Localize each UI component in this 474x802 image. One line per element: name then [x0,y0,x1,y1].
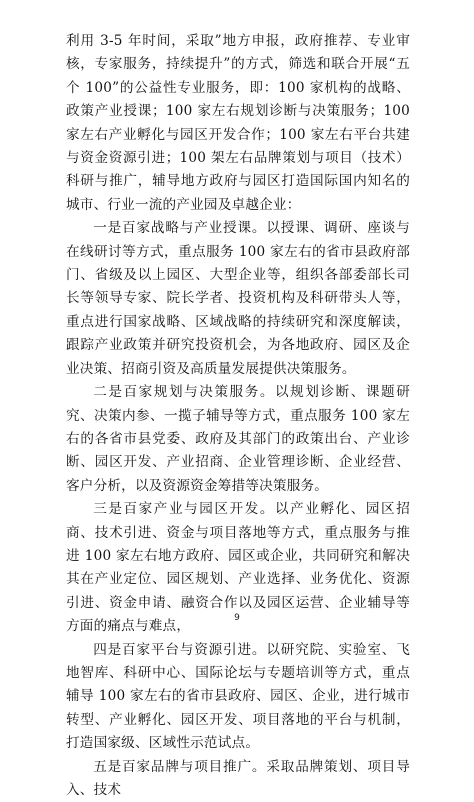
paragraph-platform-resources: 四是百家平台与资源引进。以研究院、实验室、飞地智库、科研中心、国际论坛与专题培训等方式，重点辅导 100 家左右的省市县政府、园区、企业，进行城市转型、产业孵化、园区开发、项目落地的平台与机制，打造国家级、区域性示范试点。 [66,641,410,752]
paragraph-intro: 利用 3-5 年时间，采取”地方申报，政府推荐、专业审核，专家服务，持续提升”的方式，筛选和联合开展“五个 100”的公益性专业服务，即：100 家机构的战略、政策产业授课；100 家左右规划诊断与决策服务；100 家左右产业孵化与园区开发合作；100 家左右平台共建与资金资源引进；100 架左右品牌策划与项目（技术）科研与推广，辅导地方政府与园区打造国际国内知名的城市、行业一流的产业园及卓越企业： [66,33,410,213]
paragraph-brand-project: 五是百家品牌与项目推广。采取品牌策划、项目导入、技术 [66,758,410,798]
paragraph-planning-decision: 二是百家规划与决策服务。以规划诊断、课题研究、决策内参、一揽子辅导等方式，重点服务 100 家左右的各省市县党委、政府及其部门的政策出台、产业诊断、园区开发、产业招商、企业管理诊断、企业经营、客户分析，以及资源资金筹措等决策服务。 [66,384,410,494]
body-text [66,30,410,802]
page-number: 9 [234,613,240,623]
paragraph-strategy-teaching: 一是百家战略与产业授课。以授课、调研、座谈与在线研讨等方式，重点服务 100 家左右的省市县政府部门、省级及以上园区、大型企业等，组织各部委部长司长等领导专家、院长学者、投资机构及科研带头人等，重点进行国家战略、区域战略的持续研究和深度解读，跟踪产业政策并研究投资机会，为各地政府、园区及企业决策、招商引资及高质量发展提供决策服务。 [66,220,410,377]
paragraph-industry-park: 三是百家产业与园区开发。以产业孵化、园区招商、技术引进、资金与项目落地等方式，重点服务与推进 100 家左右地方政府、园区或企业，共同研究和解决其在产业定位、园区规划、产业选择、业务优化、资源引进、资金申请、融资合作以及园区运营、企业辅导等方面的痛点与难点， [66,501,410,635]
